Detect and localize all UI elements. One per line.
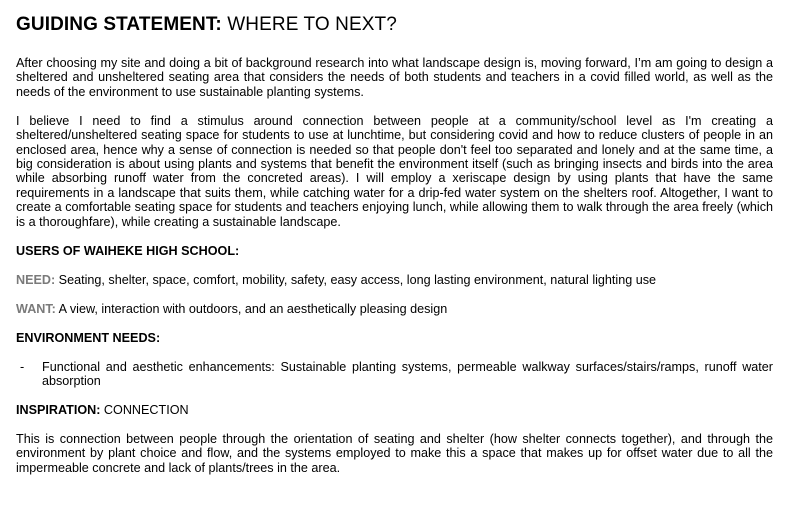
inspiration-paragraph: This is connection between people through the orientation of seating and shelter (how shelter connects together), and through the environment by plant choice and flow, and the systems employed to make this a space that makes up for offset water due to all the impermeable concrete and lack of plants/trees in the area. <box>16 432 773 475</box>
intro-paragraph: After choosing my site and doing a bit of background research into what landscape design is, moving forward, I’m am going to design a sheltered and unsheltered seating area that considers the needs of both students and teachers in a covid filled world, as well as the needs of the environment to use sustainable planting systems. <box>16 56 773 99</box>
title-text: WHERE TO NEXT? <box>227 14 397 35</box>
inspiration-value: CONNECTION <box>100 403 189 418</box>
want-text: A view, interaction with outdoors, and an aesthetically pleasing design <box>55 301 448 316</box>
need-line <box>16 273 773 287</box>
page-title <box>16 14 397 36</box>
title-label: GUIDING STATEMENT: <box>16 14 222 35</box>
need-text: Seating, shelter, space, comfort, mobility, safety, easy access, long lasting environment, natural lighting use <box>55 272 657 287</box>
want-line <box>16 302 773 316</box>
want-label: WANT: <box>16 301 56 316</box>
environment-bullet <box>20 360 773 389</box>
bullet-dash: - <box>20 359 25 374</box>
inspiration-line <box>16 403 773 417</box>
need-label: NEED: <box>16 272 56 287</box>
users-heading: USERS OF WAIHEKE HIGH SCHOOL: <box>16 243 240 258</box>
environment-bullet-text: Functional and aesthetic enhancements: Sustainable planting systems, permeable walkway surfaces/stairs/ramps, runoff water absorption <box>42 359 773 389</box>
belief-paragraph: I believe I need to find a stimulus around connection between people at a community/school level as I'm creating a sheltered/unsheltered seating space for students to use at lunchtime, but considering covid and how to reduce clusters of people in an enclosed area, hence why a sense of connection is needed so that people don't feel too separated and lonely and at the same time, a big consideration is about using plants and systems that benefit the environment itself (such as bringing insects and birds into the area while absorbing runoff water from the concreted areas). I will employ a xeriscape design by using plants that have the same requirements in a landscape that suits them, while catching water for a drip-fed water system on the shelters roof. Altogether, I want to create a comfortable seating space for students and teachers enjoying lunch, while allowing them to walk through the area freely (which is a thoroughfare), while creating a sustainable landscape. <box>16 113 773 229</box>
inspiration-label: INSPIRATION: <box>16 403 101 418</box>
document-body <box>16 56 773 475</box>
environment-heading: ENVIRONMENT NEEDS: <box>16 330 161 345</box>
